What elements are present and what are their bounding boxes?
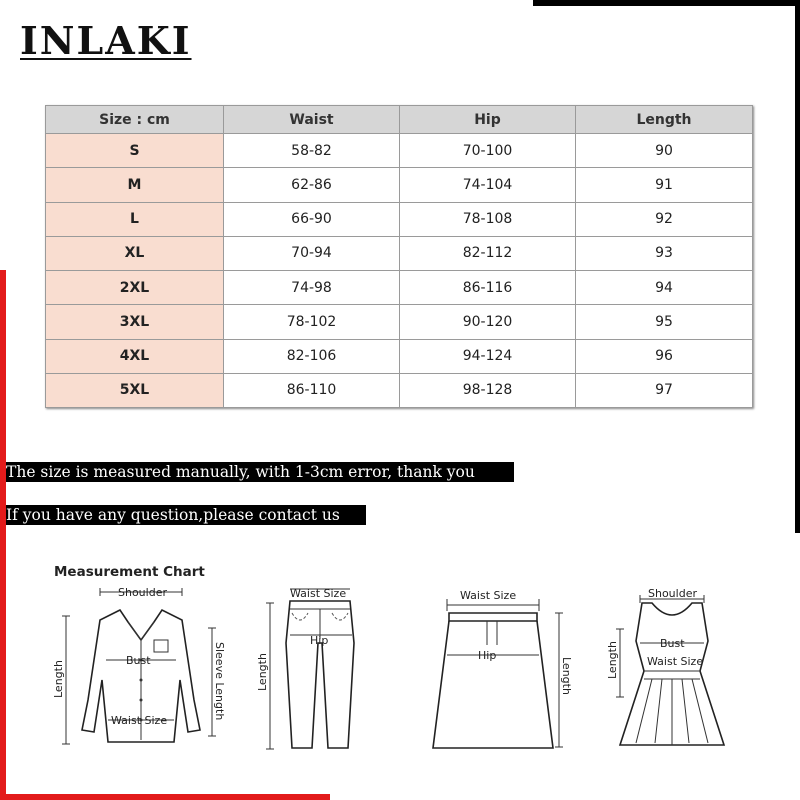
shirt-bust-label: Bust [126,654,151,667]
brand-logo: INLAKI [20,18,192,63]
header-hip: Hip [400,106,576,134]
table-row [46,236,753,270]
waist-cell: 82-106 [224,339,400,373]
size-cell: 5XL [46,373,224,407]
hip-cell: 82-112 [400,236,576,270]
dress-waist-label: Waist Size [647,655,704,668]
length-cell: 96 [576,339,753,373]
left-red-bar [0,270,6,800]
table-row [46,373,753,407]
dress-shoulder-label: Shoulder [648,587,697,600]
size-cell: S [46,134,224,168]
pants-illustration [250,583,360,758]
dress-illustration [600,583,730,758]
size-cell: 2XL [46,271,224,305]
length-cell: 92 [576,202,753,236]
shirt-diagram [50,580,230,750]
hip-cell: 70-100 [400,134,576,168]
hip-cell: 86-116 [400,271,576,305]
size-table [45,105,753,408]
table-row [46,339,753,373]
skirt-illustration [425,583,585,758]
measurement-error-note: The size is measured manually, with 1-3cm error, thank you [6,462,514,482]
skirt-length-label: Length [560,657,573,695]
waist-cell: 70-94 [224,236,400,270]
length-cell: 90 [576,134,753,168]
shirt-sleeve-label: Sleeve Length [213,642,226,721]
skirt-waist-label: Waist Size [460,589,517,602]
table-header-row [46,106,753,134]
shirt-shoulder-label: Shoulder [118,586,167,599]
skirt-diagram [425,583,585,758]
table-row [46,168,753,202]
table-row [46,134,753,168]
measurement-chart-title: Measurement Chart [54,564,205,580]
length-cell: 97 [576,373,753,407]
pants-diagram [250,583,360,758]
hip-cell: 74-104 [400,168,576,202]
right-black-bar [795,0,800,533]
header-length: Length [576,106,753,134]
size-cell: 3XL [46,305,224,339]
length-cell: 91 [576,168,753,202]
hip-cell: 98-128 [400,373,576,407]
pants-waist-label: Waist Size [290,587,347,600]
table-row [46,202,753,236]
shirt-waist-label: Waist Size [111,714,168,727]
size-cell: 4XL [46,339,224,373]
hip-cell: 94-124 [400,339,576,373]
shirt-length-label: Length [52,660,65,698]
skirt-hip-label: Hip [478,649,497,662]
waist-cell: 62-86 [224,168,400,202]
hip-cell: 78-108 [400,202,576,236]
table-row [46,271,753,305]
pants-length-label: Length [256,653,269,691]
header-waist: Waist [224,106,400,134]
size-cell: L [46,202,224,236]
waist-cell: 74-98 [224,271,400,305]
length-cell: 95 [576,305,753,339]
shirt-illustration [50,580,230,750]
dress-bust-label: Bust [660,637,685,650]
size-cell: XL [46,236,224,270]
size-cell: M [46,168,224,202]
waist-cell: 78-102 [224,305,400,339]
waist-cell: 58-82 [224,134,400,168]
bottom-red-bar [0,794,330,800]
contact-note: If you have any question,please contact us [6,505,366,525]
pants-hip-label: Hip [310,634,329,647]
waist-cell: 66-90 [224,202,400,236]
waist-cell: 86-110 [224,373,400,407]
length-cell: 94 [576,271,753,305]
length-cell: 93 [576,236,753,270]
header-size: Size : cm [46,106,224,134]
hip-cell: 90-120 [400,305,576,339]
table-row [46,305,753,339]
dress-length-label: Length [606,641,619,679]
dress-diagram [600,583,730,758]
top-black-bar [533,0,800,6]
